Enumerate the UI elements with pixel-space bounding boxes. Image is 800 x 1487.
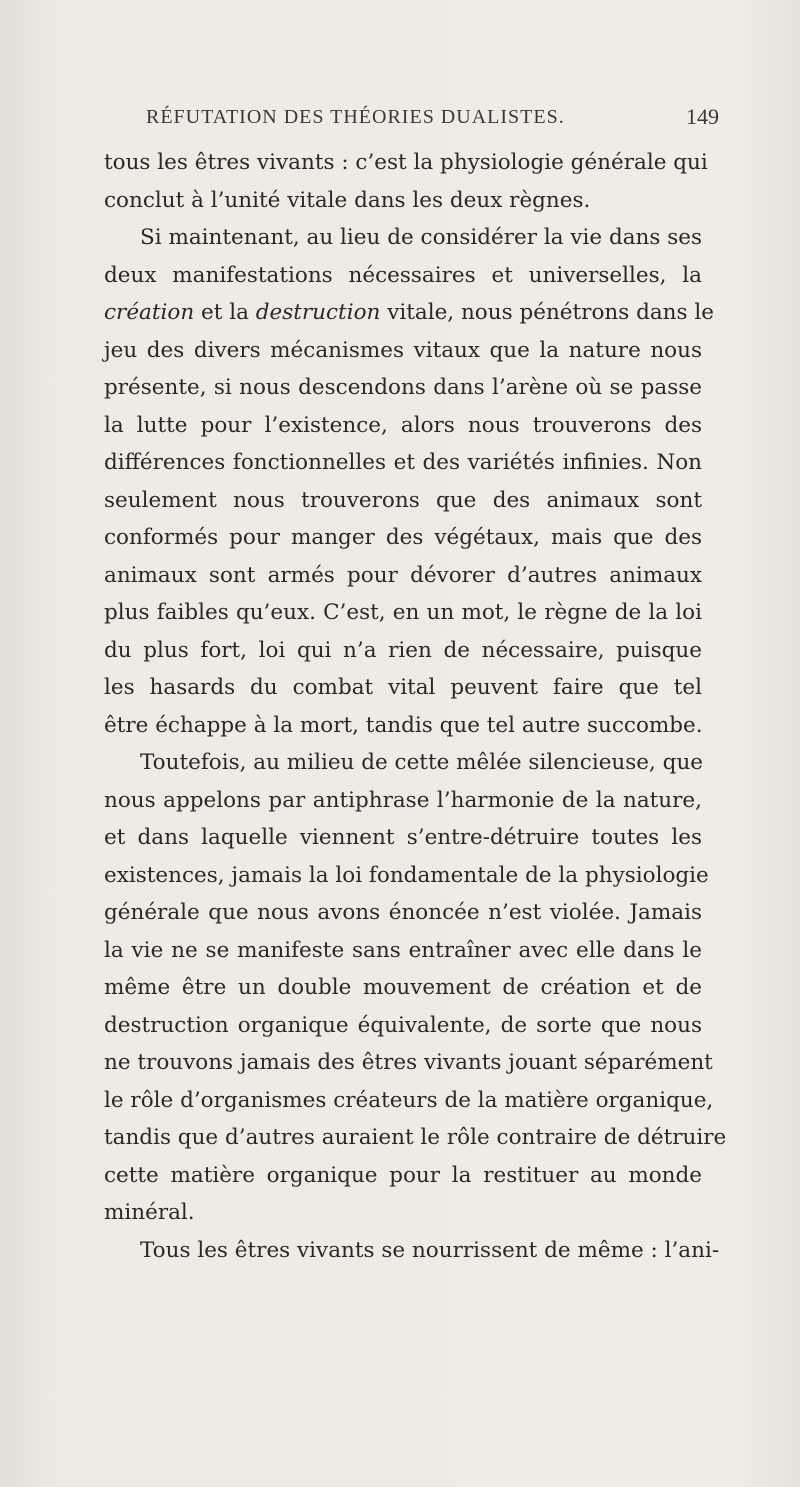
text-line (104, 294, 714, 332)
text-line: le rôle d’organismes créateurs de la matière organique, (104, 1087, 714, 1113)
text-line: cette matière organique pour la restituer au monde (104, 1162, 702, 1188)
text-line: destruction organique équivalente, de sorte que nous (104, 1012, 702, 1038)
text-line: seulement nous trouverons que des animaux sont (104, 487, 702, 513)
text-line: existences, jamais la loi fondamentale de la physiologie (104, 862, 709, 888)
text-line: générale que nous avons énoncée n’est violée. Jamais (104, 900, 702, 925)
text-line: tandis que d’autres auraient le rôle contraire de détruire (104, 1125, 727, 1150)
text-line: Si maintenant, au lieu de considérer la vie dans ses (140, 225, 703, 250)
text-line: présente, si nous descendons dans l’arène où se passe (104, 375, 702, 400)
italic-term: destruction (255, 300, 381, 325)
text-line: Tous les êtres vivants se nourrissent de même : l’ani- (140, 1237, 720, 1263)
text-line: jeu des divers mécanismes vitaux que la nature nous (104, 337, 702, 363)
italic-term: création (104, 300, 195, 325)
text-line: plus faibles qu’eux. C’est, en un mot, le règne de la loi (104, 600, 702, 625)
text-line: minéral. (104, 1200, 195, 1225)
running-head: RÉFUTATION DES THÉORIES DUALISTES. (146, 106, 565, 128)
text-fragment: vitale, nous pénétrons dans le (380, 300, 714, 325)
body-text (104, 144, 727, 1269)
text-line: conclut à l’unité vitale dans les deux règnes. (104, 187, 591, 213)
text-line: animaux sont armés pour dévorer d’autres animaux (104, 562, 702, 588)
text-line: ne trouvons jamais des êtres vivants jouant séparément (104, 1050, 713, 1075)
text-line: être échappe à la mort, tandis que tel autre succombe. (104, 712, 703, 738)
text-line: nous appelons par antiphrase l’harmonie de la nature, (104, 787, 702, 813)
text-fragment: et la (194, 300, 256, 325)
text-line: Toutefois, au milieu de cette mêlée silencieuse, que (140, 750, 704, 775)
text-line: conformés pour manger des végétaux, mais que des (104, 525, 702, 550)
text-line: différences fonctionnelles et des variétés infinies. Non (104, 450, 702, 475)
text-line: la lutte pour l’existence, alors nous trouverons des (104, 412, 702, 438)
text-line: du plus fort, loi qui n’a rien de nécessaire, puisque (104, 637, 702, 663)
page-number: 149 (686, 104, 719, 129)
text-line: deux manifestations nécessaires et universelles, la (104, 262, 702, 288)
text-line: les hasards du combat vital peuvent faire que tel (104, 675, 702, 700)
text-line: tous les êtres vivants : c’est la physiologie générale qui (104, 150, 708, 175)
text-line: et dans laquelle viennent s’entre-détruire toutes les (104, 825, 702, 850)
text-line: la vie ne se manifeste sans entraîner avec elle dans le (104, 937, 702, 963)
text-line: même être un double mouvement de création et de (104, 975, 702, 1000)
